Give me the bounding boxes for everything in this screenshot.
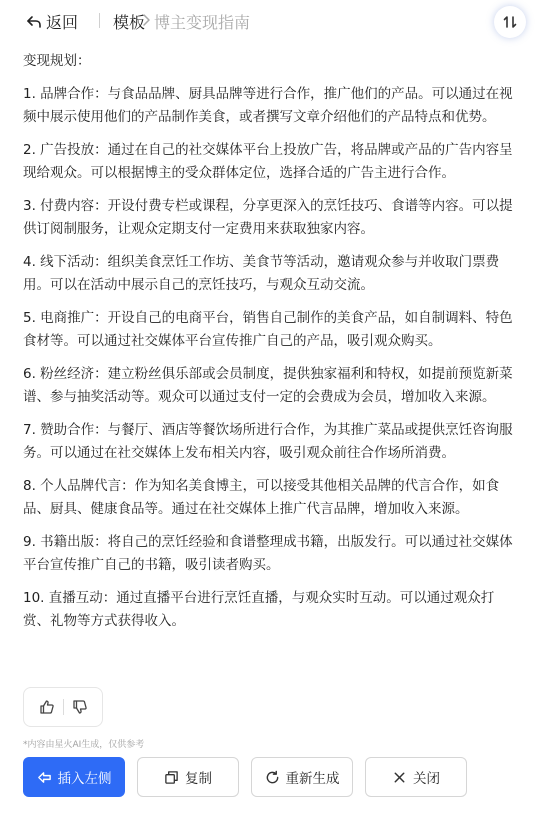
content-item: 7. 赞助合作：与餐厅、酒店等餐饮场所进行合作，为其推广菜品或提供烹饪咨询服务。可以通过在社交媒体上发布相关内容，吸引观众前往合作场所消费。 (23, 422, 513, 461)
thumbs-down-icon[interactable] (72, 699, 88, 715)
copy-button[interactable] (137, 757, 239, 797)
content-item: 8. 个人品牌代言：作为知名美食博主，可以接受其他相关品牌的代言合作，如食品、厨具、健康食品等。通过在社交媒体上推广代言品牌，增加收入来源。 (23, 478, 500, 517)
back-arrow-icon (26, 14, 42, 30)
header-divider (99, 13, 100, 28)
feedback-group (23, 687, 103, 727)
content-item: 3. 付费内容：开设付费专栏或课程，分享更深入的烹饪技巧、食谱等内容。可以提供订阅制服务，让观众定期支付一定费用来获取独家内容。 (23, 198, 513, 237)
insert-arrow-icon (37, 770, 52, 785)
generated-content (23, 50, 513, 643)
copy-icon (164, 770, 179, 785)
close-icon (392, 770, 407, 785)
sort-toggle-button[interactable] (494, 6, 526, 38)
insert-left-label: 插入左侧 (57, 771, 112, 787)
content-item: 2. 广告投放：通过在自己的社交媒体平台上投放广告，将品牌或产品的广告内容呈现给观众。可以根据博主的受众群体定位，选择合适的广告主进行合作。 (23, 142, 513, 181)
content-item: 4. 线下活动：组织美食烹饪工作坊、美食节等活动，邀请观众参与并收取门票费用。可以在活动中展示自己的烹饪技巧，与观众互动交流。 (23, 254, 500, 293)
breadcrumb-root[interactable]: 模板 (113, 13, 146, 32)
breadcrumb-current: 博主变现指南 (154, 13, 251, 32)
content-item: 10. 直播互动：通过直播平台进行烹饪直播，与观众实时互动。可以通过观众打赏、礼物等方式获得收入。 (23, 590, 495, 629)
refresh-icon (265, 770, 280, 785)
feedback-divider (63, 699, 64, 715)
top-bar (0, 0, 537, 42)
back-label: 返回 (46, 13, 79, 32)
chevron-right-icon (140, 12, 152, 28)
close-button[interactable] (365, 757, 467, 797)
sort-arrows-icon (502, 14, 518, 30)
insert-left-button[interactable] (23, 757, 125, 797)
close-label: 关闭 (413, 771, 440, 787)
regenerate-button[interactable] (251, 757, 353, 797)
content-item: 9. 书籍出版：将自己的烹饪经验和食谱整理成书籍，出版发行。可以通过社交媒体平台宣传推广自己的书籍，吸引读者购买。 (23, 534, 513, 573)
thumbs-up-icon[interactable] (39, 699, 55, 715)
copy-label: 复制 (185, 771, 212, 787)
content-item: 6. 粉丝经济：建立粉丝俱乐部或会员制度，提供独家福利和特权，如提前预览新菜谱、参与抽奖活动等。观众可以通过支付一定的会费成为会员，增加收入来源。 (23, 366, 513, 405)
content-title: 变现规划： (23, 53, 91, 69)
content-item: 1. 品牌合作：与食品品牌、厨具品牌等进行合作，推广他们的产品。可以通过在视频中展示使用他们的产品制作美食，或者撰写文章介绍他们的产品特点和优势。 (23, 86, 513, 125)
regenerate-label: 重新生成 (285, 771, 340, 787)
back-button[interactable] (26, 10, 78, 33)
content-item: 5. 电商推广：开设自己的电商平台，销售自己制作的美食产品，如自制调料、特色食材等。可以通过社交媒体平台宣传推广自己的产品，吸引观众购买。 (23, 310, 513, 349)
ai-disclaimer: *内容由星火AI生成，仅供参考 (23, 740, 145, 750)
